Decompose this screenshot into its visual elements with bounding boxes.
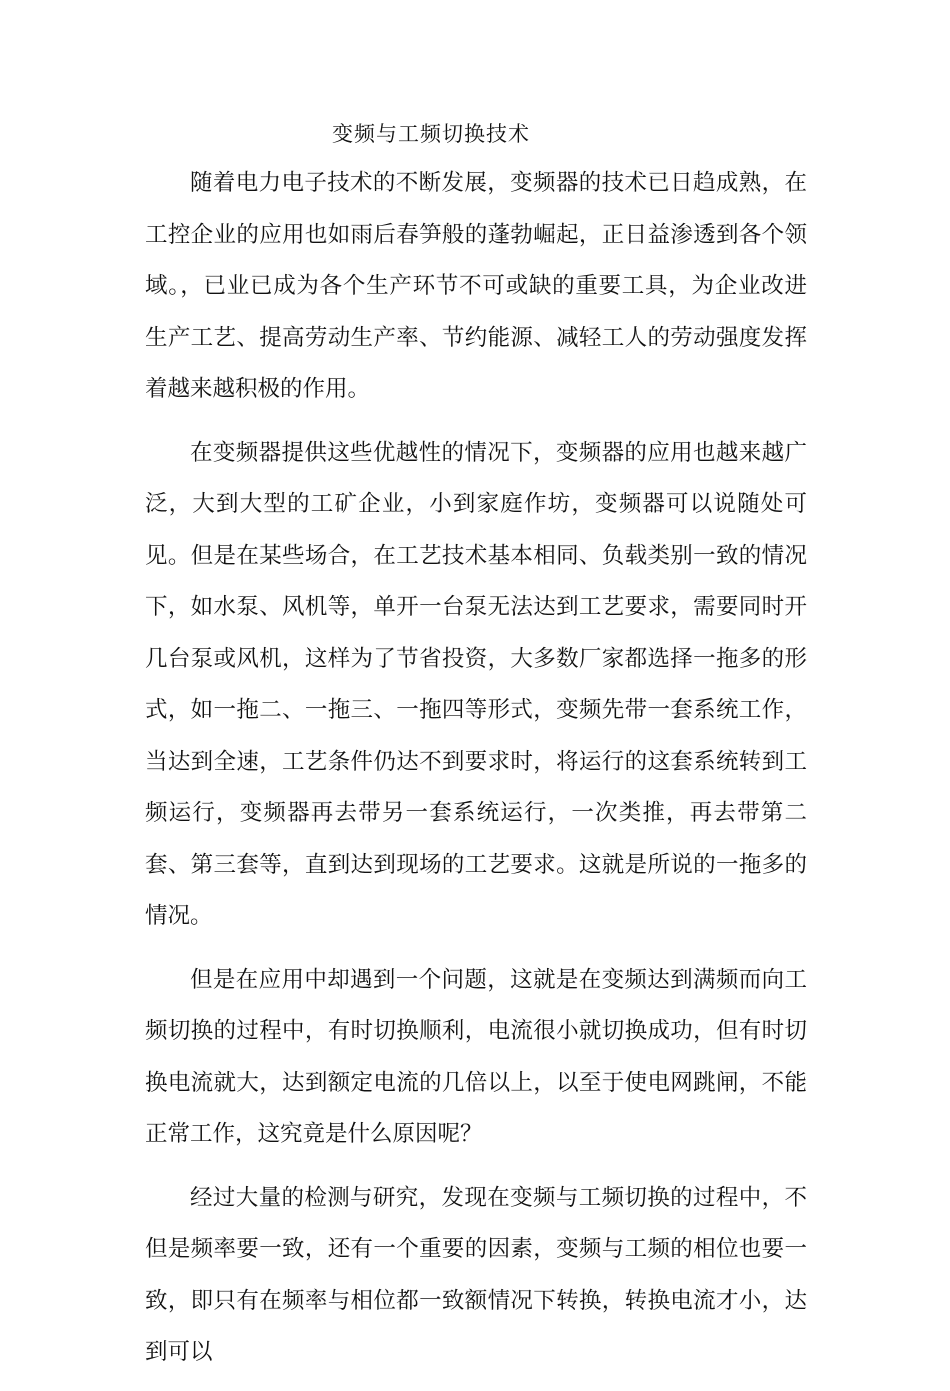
paragraph-4: 经过大量的检测与研究，发现在变频与工频切换的过程中，不但是频率要一致，还有一个重要的因素，变频与工频的相位也要一致，即只有在频率与相位都一致额情况下转换，转换电流才小，达到可以: [145, 1184, 807, 1365]
document-title: 变频与工频切换技术: [332, 122, 530, 146]
paragraph-2: 在变频器提供这些优越性的情况下，变频器的应用也越来越广泛，大到大型的工矿企业，小到家庭作坊，变频器可以说随处可见。但是在某些场合，在工艺技术基本相同、负载类别一致的情况下，如水泵、风机等，单开一台泵无法达到工艺要求，需要同时开几台泵或风机，这样为了节省投资，大多数厂家都选择一拖多的形式，如一拖二、一拖三、一拖四等形式，变频先带一套系统工作，当达到全速，工艺条件仍达不到要求时，将运行的这套系统转到工频运行，变频器再去带另一套系统运行，一次类推，再去带第二套、第三套等，直到达到现场的工艺要求。这就是所说的一拖多的情况。: [145, 439, 807, 929]
paragraph-1: 随着电力电子技术的不断发展，变频器的技术已日趋成熟，在工控企业的应用也如雨后春笋般的蓬勃崛起，正日益渗透到各个领域。，已业已成为各个生产环节不可或缺的重要工具，为企业改进生产工艺、提高劳动生产率、节约能源、减轻工人的劳动强度发挥着越来越积极的作用。: [145, 170, 807, 402]
paragraph-3: 但是在应用中却遇到一个问题，这就是在变频达到满频而向工频切换的过程中，有时切换顺利，电流很小就切换成功，但有时切换电流就大，达到额定电流的几倍以上，以至于使电网跳闸，不能正常工作，这究竟是什么原因呢？: [145, 966, 807, 1147]
document-body: [145, 158, 807, 1391]
